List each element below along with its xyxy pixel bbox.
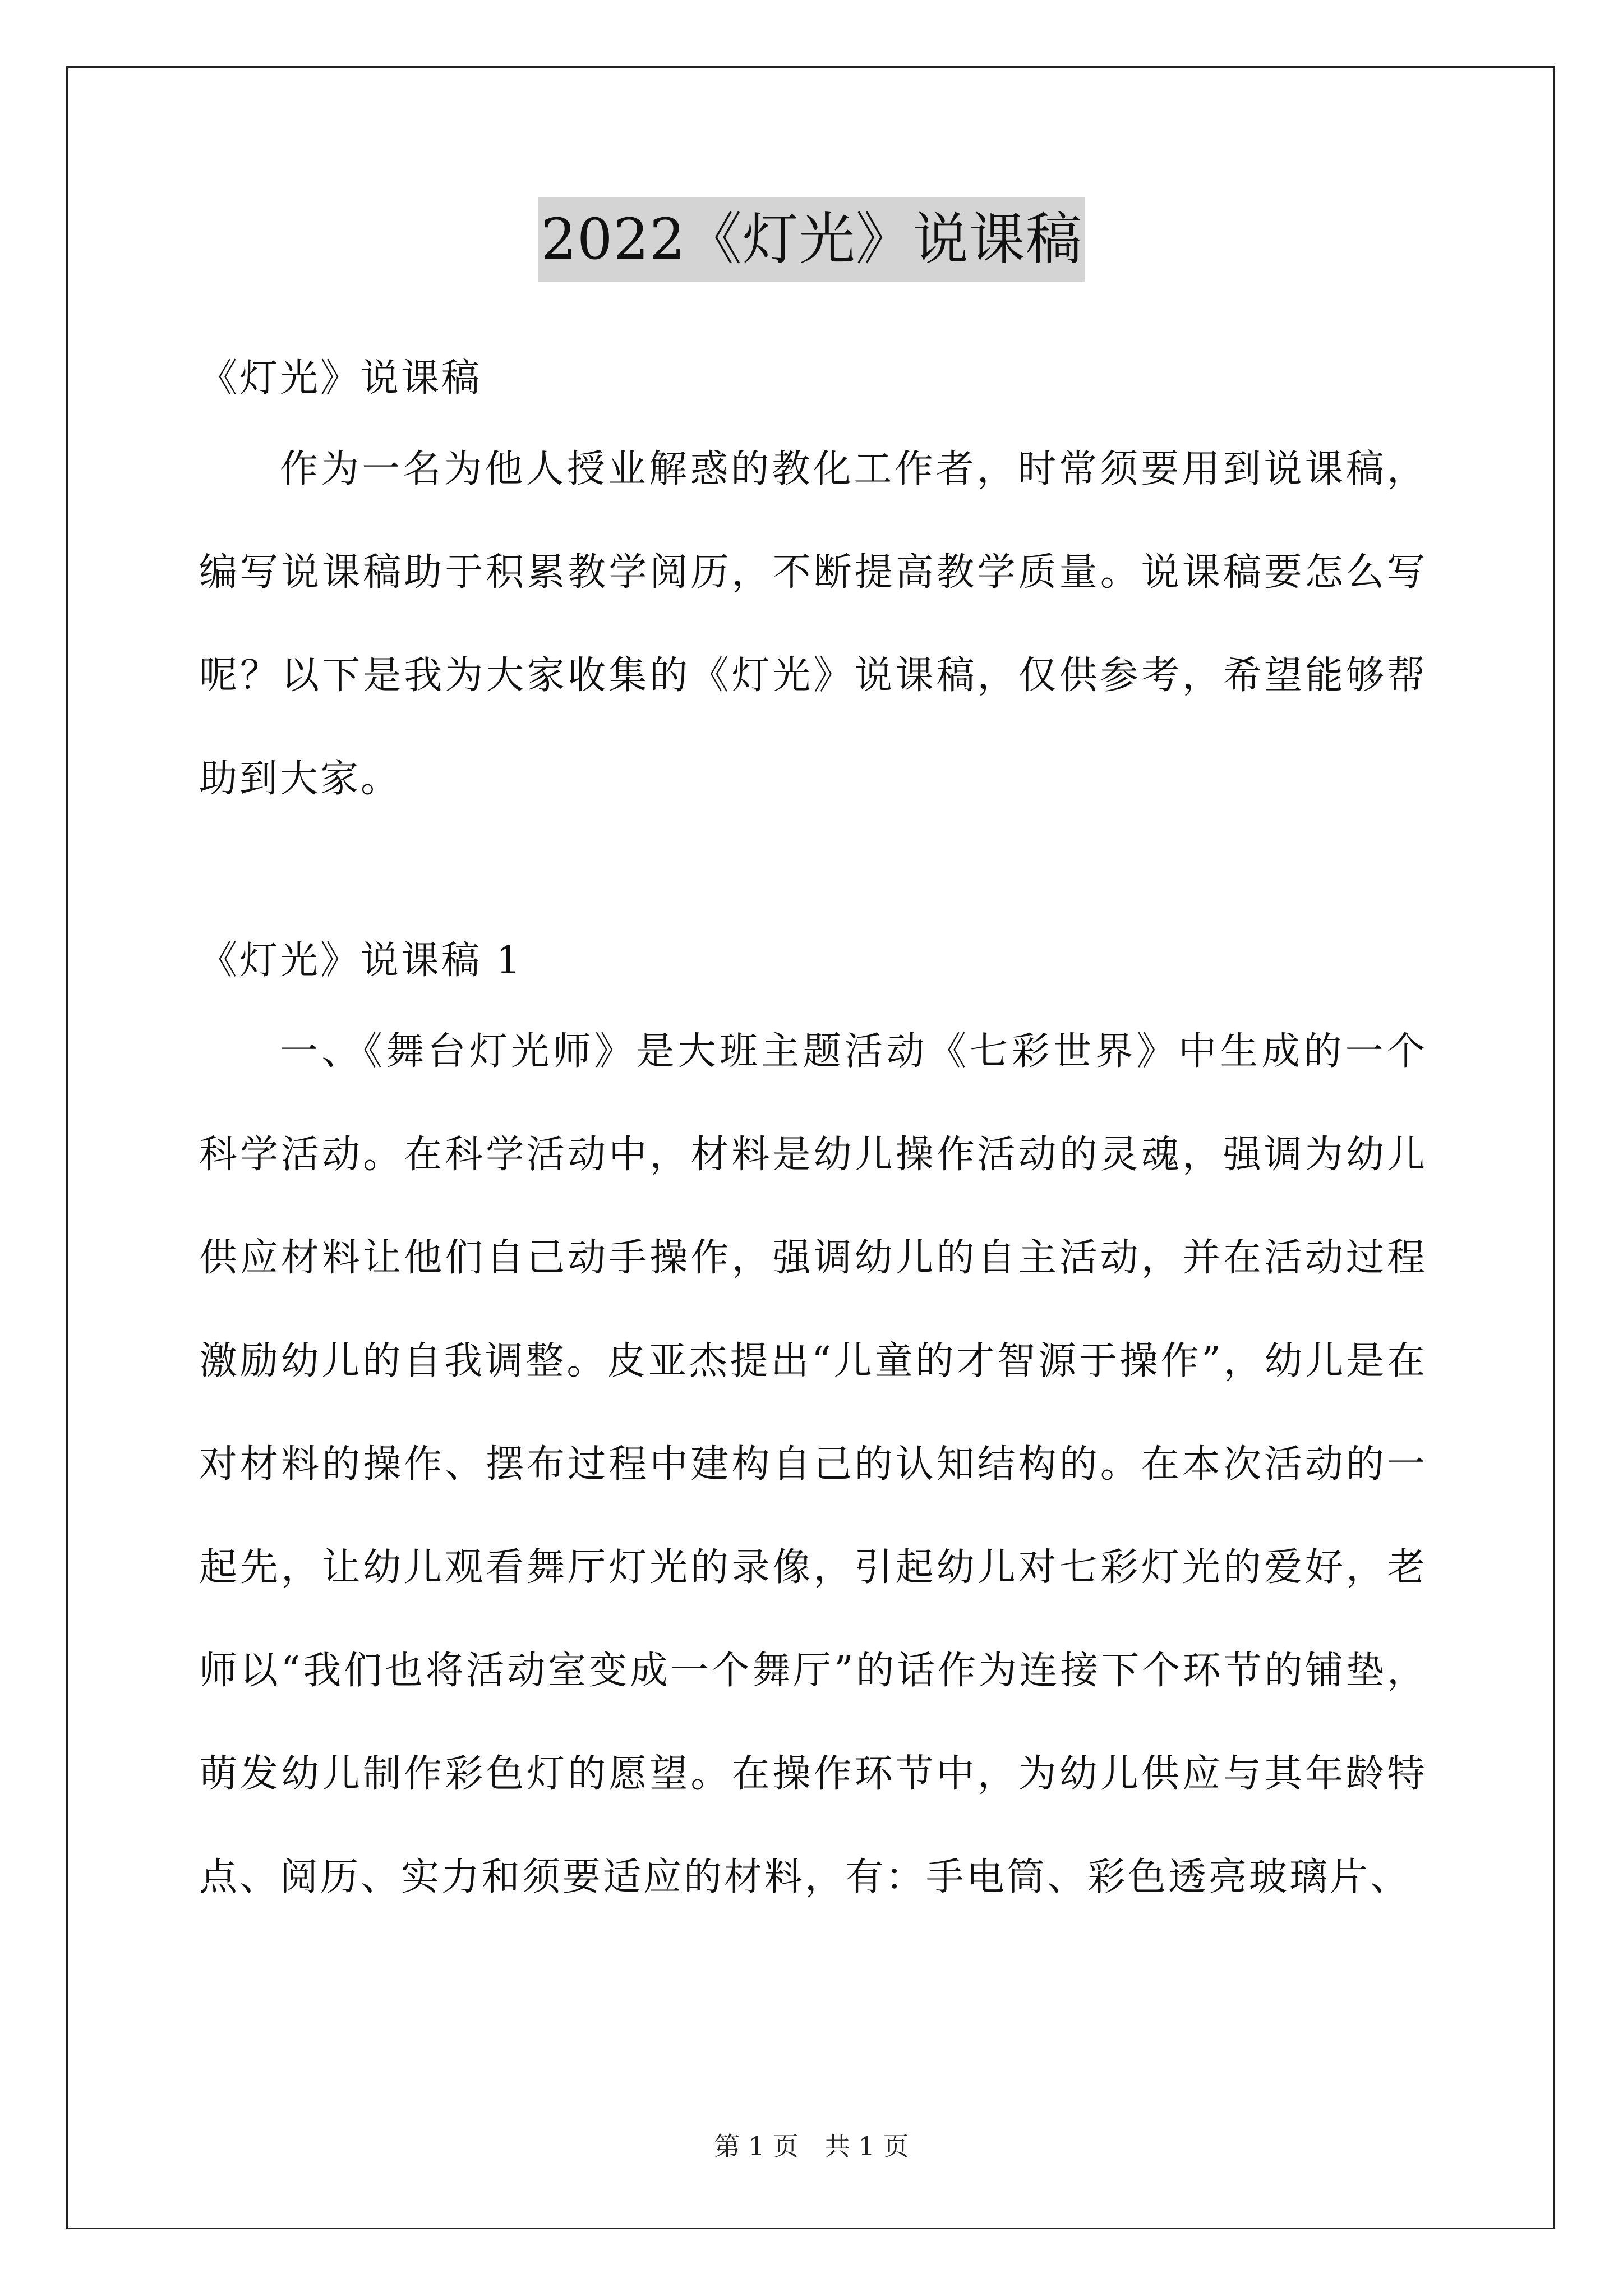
document-title: 2022《灯光》说课稿 [538, 197, 1085, 282]
intro-paragraph: 作为一名为他人授业解惑的教化工作者，时常须要用到说课稿，编写说课稿助于积累教学阅历，不断提高教学质量。说课稿要怎么写呢？以下是我为大家收集的《灯光》说课稿，仅供参考，希望能够帮助到大家。 [199, 447, 1427, 801]
section-spacer [199, 831, 1427, 922]
document-subtitle: 《灯光》说课稿 [199, 356, 482, 401]
page-footer: 第 1 页 共 1 页 [714, 2131, 909, 2161]
title-container [0, 197, 1623, 282]
section-paragraph: 一、《舞台灯光师》是大班主题活动《七彩世界》中生成的一个科学活动。在科学活动中，材料是幼儿操作活动的灵魂，强调为幼儿供应材料让他们自己动手操作，强调幼儿的自主活动，并在活动过程激励幼儿的自我调整。皮亚杰提出“儿童的才智源于操作”，幼儿是在对材料的操作、摆布过程中建构自己的认知结构的。在本次活动的一起先，让幼儿观看舞厅灯光的录像，引起幼儿对七彩灯光的爱好，老师以“我们也将活动室变成一个舞厅”的话作为连接下个环节的铺垫，萌发幼儿制作彩色灯的愿望。在操作环节中，为幼儿供应与其年龄特点、阅历、实力和须要适应的材料，有：手电筒、彩色透亮玻璃片、 [199, 1029, 1427, 1899]
section-heading: 《灯光》说课稿 1 [199, 938, 523, 983]
document-body [199, 339, 1427, 1929]
